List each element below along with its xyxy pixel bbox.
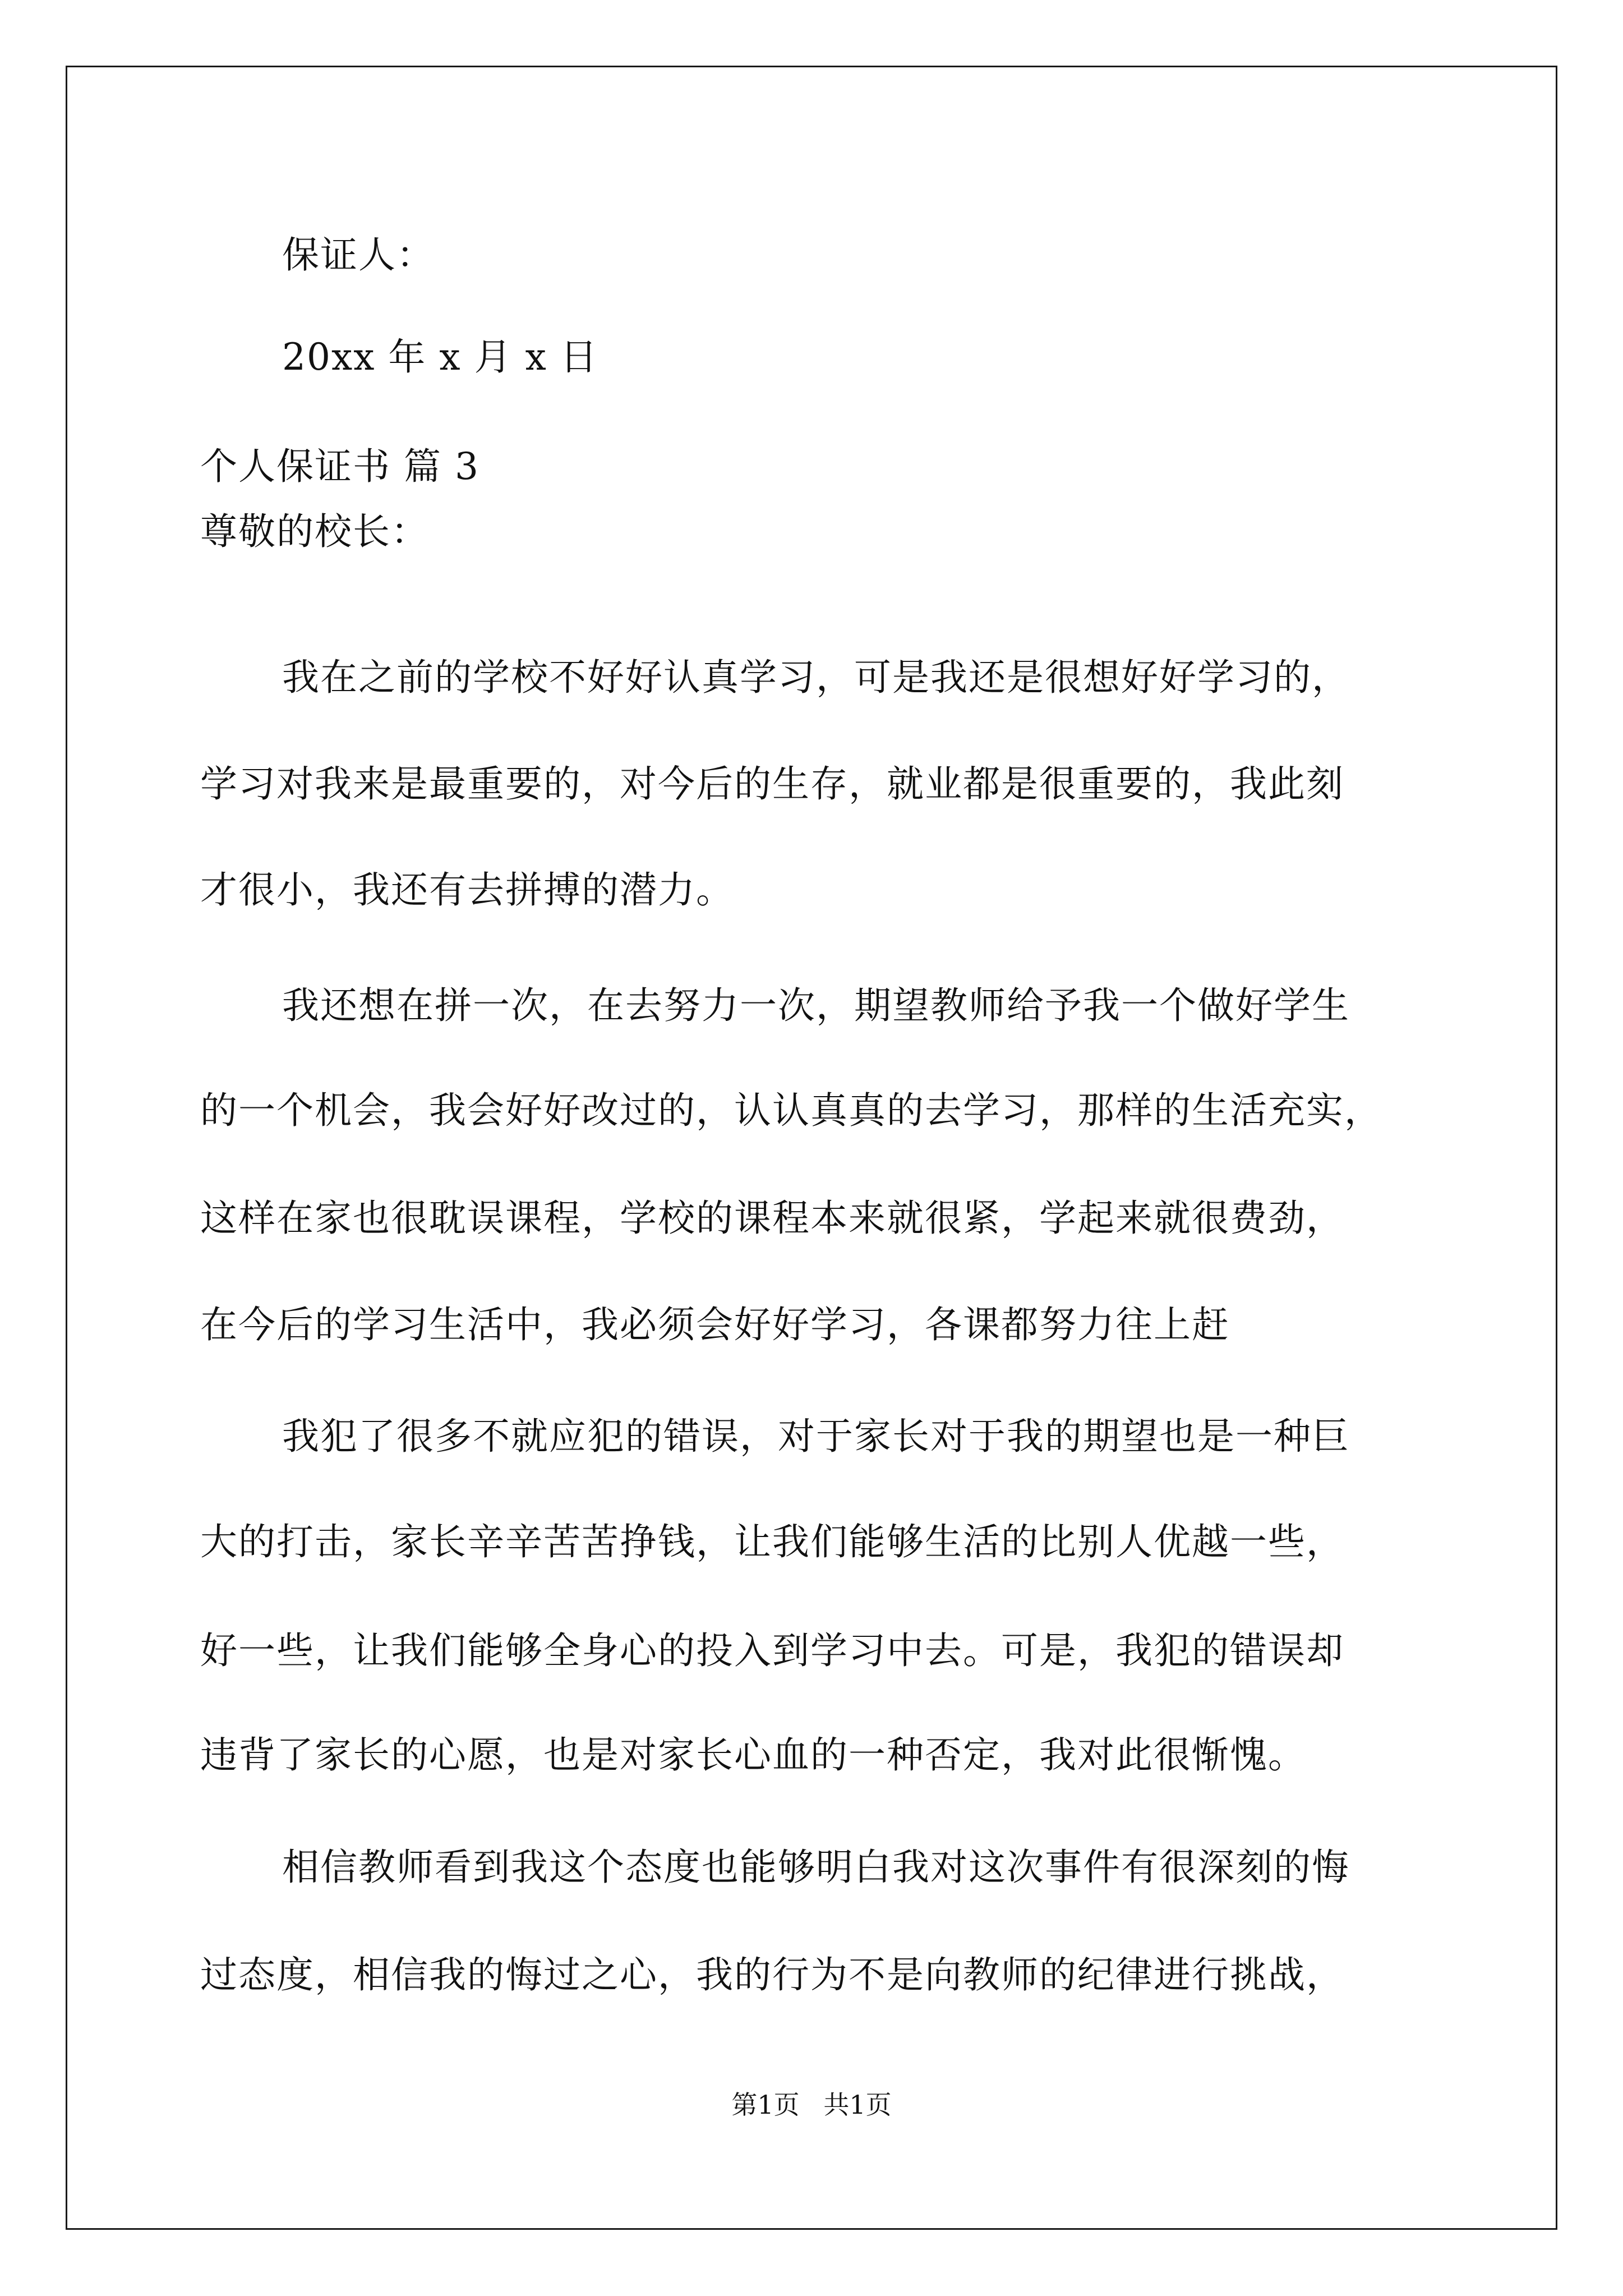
body-line: 违背了家长的心愿，也是对家长心血的一种否定，我对此很惭愧。 — [200, 1733, 1306, 1777]
body-line: 我在之前的学校不好好认真学习，可是我还是很想好好学习的， — [282, 656, 1350, 699]
body-line: 我还想在拼一次，在去努力一次，期望教师给予我一个做好学生 — [282, 984, 1350, 1027]
page-number: 第1页 — [731, 2090, 800, 2120]
body-line: 在今后的学习生活中，我必须会好好学习，各课都努力往上赶 — [200, 1303, 1230, 1346]
salutation: 尊敬的校长： — [200, 510, 429, 553]
body-line: 大的打击，家长辛辛苦苦挣钱，让我们能够生活的比别人优越一些， — [200, 1520, 1344, 1563]
date-line: 20xx 年 x 月 x 日 — [282, 335, 598, 379]
guarantor-label: 保证人： — [282, 233, 435, 277]
page-total: 共1页 — [823, 2090, 892, 2120]
body-line: 的一个机会，我会好好改过的，认认真真的去学习，那样的生活充实， — [200, 1089, 1382, 1132]
body-line: 我犯了很多不就应犯的错误，对于家长对于我的期望也是一种巨 — [282, 1415, 1350, 1458]
page-border — [66, 66, 1557, 2230]
body-line: 才很小，我还有去拼搏的潜力。 — [200, 868, 734, 912]
section-heading: 个人保证书 篇 3 — [200, 445, 479, 488]
body-line: 相信教师看到我这个态度也能够明白我对这次事件有很深刻的悔 — [282, 1846, 1350, 1889]
body-line: 好一些，让我们能够全身心的投入到学习中去。可是，我犯的错误却 — [200, 1629, 1344, 1672]
body-line: 过态度，相信我的悔过之心，我的行为不是向教师的纪律进行挑战， — [200, 1953, 1344, 1996]
body-line: 这样在家也很耽误课程，学校的课程本来就很紧，学起来就很费劲， — [200, 1197, 1344, 1240]
page-footer — [0, 2089, 1623, 2120]
body-line: 学习对我来是最重要的，对今后的生存，就业都是很重要的，我此刻 — [200, 762, 1344, 806]
